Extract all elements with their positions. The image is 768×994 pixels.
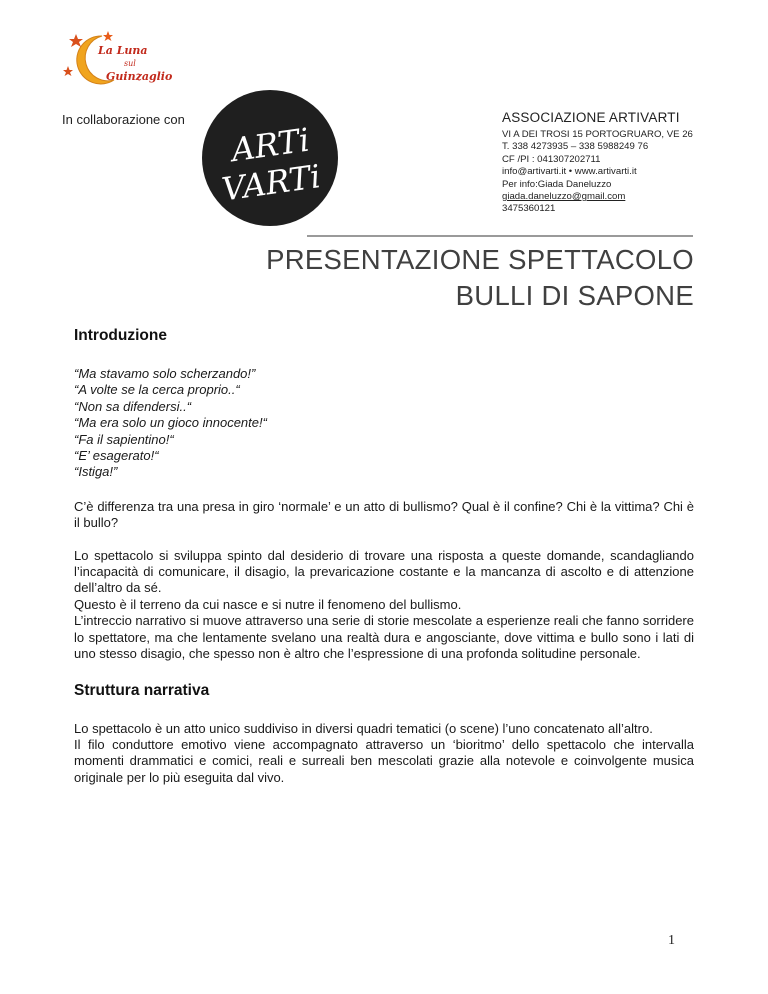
association-email-link[interactable]: giada.daneluzzo@gmail.com xyxy=(502,191,626,203)
collaboration-label: In collaborazione con xyxy=(62,112,185,127)
quote-item: “Ma era solo un gioco innocente!“ xyxy=(74,415,267,431)
intro-paragraph-4: L’intreccio narrativo si muove attraverso una serie di storie mescolate a esperienze reali che fanno sorridere lo spettatore, ma che lentamente svelano una realtà dura e angosciante, dove vittima e bullo sono i lati di uno stesso disagio, che spesso non è altro che l’espressione di una profonda solitudine personale. xyxy=(74,613,694,662)
document-body xyxy=(74,326,694,786)
luna-logo-line3: Guinzaglio xyxy=(106,70,173,83)
page-title-line1: PRESENTAZIONE SPETTACOLO xyxy=(266,244,694,275)
artivarti-logo-line1: ARTi xyxy=(229,120,312,170)
association-mobile: 3475360121 xyxy=(502,203,556,215)
quote-item: “E’ esagerato!“ xyxy=(74,448,159,464)
luna-logo-line2: sul xyxy=(124,59,136,68)
artivarti-logo xyxy=(202,90,338,226)
structure-heading: Struttura narrativa xyxy=(74,681,210,699)
quote-item: “A volte se la cerca proprio..“ xyxy=(74,382,240,398)
association-web[interactable]: info@artivarti.it • www.artivarti.it xyxy=(502,166,637,178)
luna-logo xyxy=(62,28,182,88)
structure-paragraph-2: Il filo conduttore emotivo viene accompagnato attraverso un ‘bioritmo’ dello spettacolo che intervalla momenti drammatici e comici, reali e surreali ben mescolati grazie alla notevole e coinvolgente musica originale per lo più eseguita dal vivo. xyxy=(74,736,694,785)
artivarti-logo-line2: VARTi xyxy=(219,157,323,209)
page-number: 1 xyxy=(668,933,675,948)
association-contact: Per info:Giada Daneluzzo xyxy=(502,178,612,190)
page-title xyxy=(266,242,694,314)
association-name: ASSOCIAZIONE ARTIVARTI xyxy=(502,110,680,125)
quote-item: “Istiga!” xyxy=(74,464,118,480)
association-address: VI A DEI TROSI 15 PORTOGRUARO, VE 26 xyxy=(502,129,693,140)
quote-item: “Fa il sapientino!“ xyxy=(74,431,174,447)
header-divider xyxy=(307,235,693,237)
page-title-line2: BULLI DI SAPONE xyxy=(455,280,694,311)
intro-paragraph-3: Questo è il terreno da cui nasce e si nutre il fenomeno del bullismo. xyxy=(74,596,462,612)
luna-logo-line1: La Luna xyxy=(98,44,148,57)
quote-list xyxy=(74,366,694,481)
structure-paragraph-1: Lo spettacolo è un atto unico suddiviso in diversi quadri tematici (o scene) l’uno concatenato all’altro. xyxy=(74,720,653,736)
quote-item: “Non sa difendersi..“ xyxy=(74,398,192,414)
intro-heading: Introduzione xyxy=(74,327,167,344)
association-block xyxy=(502,110,693,216)
intro-paragraph-1: C’è differenza tra una presa in giro ‘normale’ e un atto di bullismo? Qual è il confine? Chi è la vittima? Chi è il bullo? xyxy=(74,498,694,531)
intro-paragraph-2: Lo spettacolo si sviluppa spinto dal desiderio di trovare una risposta a queste domande, scandagliando l’incapacità di comunicare, il disagio, la prevaricazione costante e la mancanza di ascolto e di attenzione dell’altro da sé. xyxy=(74,547,694,596)
association-phone: T. 338 4273935 – 338 5988249 76 xyxy=(502,141,649,153)
association-cf: CF /PI : 041307202711 xyxy=(502,153,601,165)
quote-item: “Ma stavamo solo scherzando!” xyxy=(74,366,256,381)
